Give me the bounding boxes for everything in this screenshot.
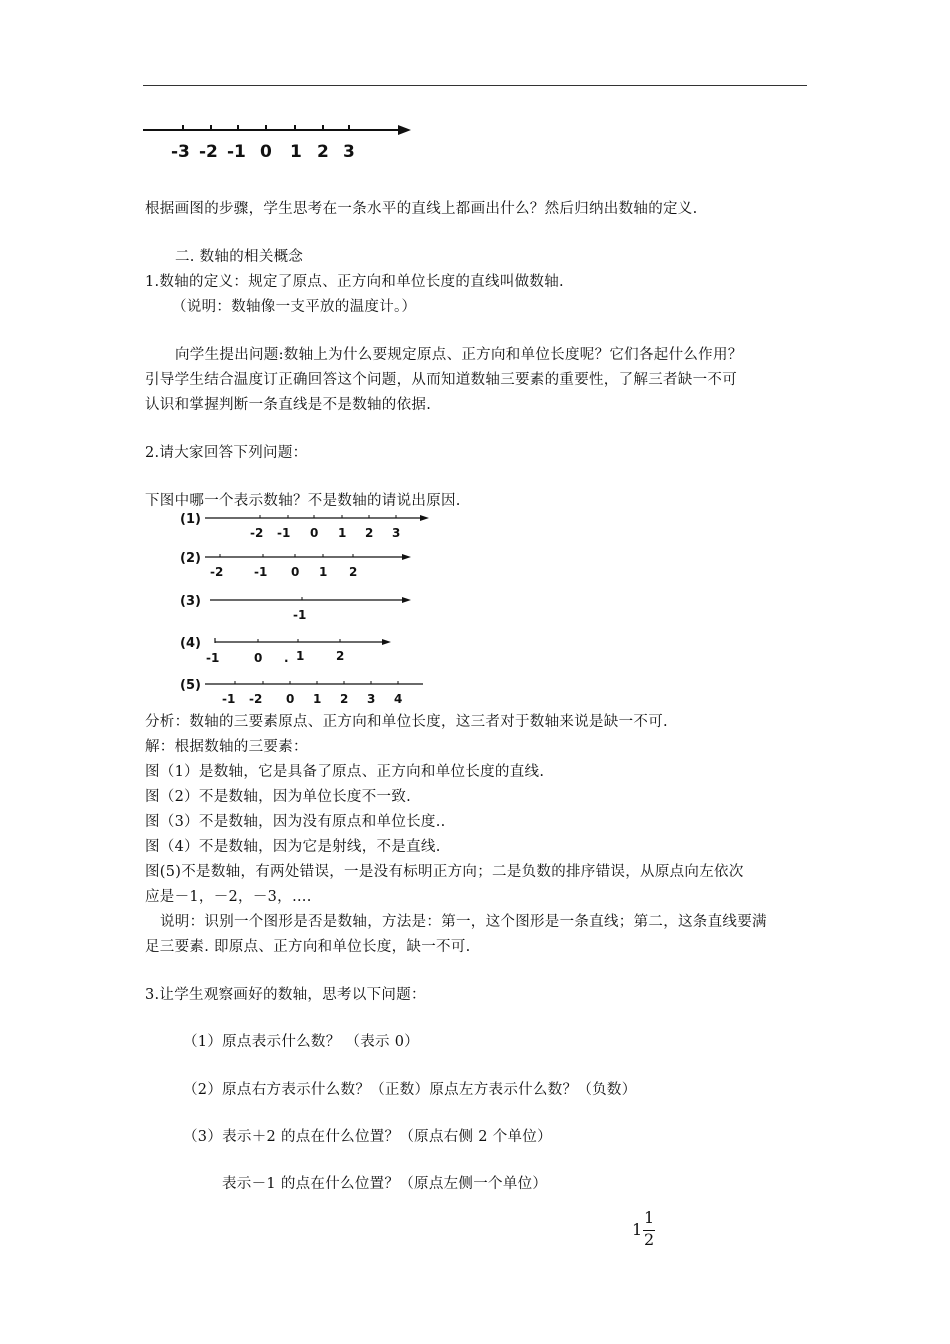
note: （说明：数轴像一支平放的温度计。）: [172, 299, 417, 315]
figure-tick-label: 2: [365, 526, 374, 540]
figure-label: (5): [180, 678, 201, 693]
figure-4: [180, 633, 440, 663]
solution-line: 图（3）不是数轴，因为没有原点和单位长度..: [145, 814, 446, 830]
figure-tick-label: 4: [394, 692, 403, 706]
fraction-denominator: 2: [644, 1230, 655, 1249]
question-heading: 3.让学生观察画好的数轴，思考以下问题：: [145, 987, 426, 1003]
figure-label: (3): [180, 594, 201, 609]
figure-tick-label: 0: [254, 651, 263, 665]
question-paragraph: 引导学生结合温度订正确回答这个问题，从而知道数轴三要素的重要性，了解三者缺一不可: [145, 372, 737, 388]
question-item: （3）表示＋2 的点在什么位置？（原点右侧 2 个单位）: [183, 1129, 552, 1145]
figure-tick-label: 1: [338, 526, 347, 540]
fraction-whole: 1: [632, 1220, 643, 1239]
figure-label: (1): [180, 512, 201, 527]
figure-tick-label: -1: [222, 692, 236, 706]
top-axis-label: 3: [343, 142, 355, 162]
top-axis-label: 2: [317, 142, 329, 162]
solution-line: 图（1）是数轴，它是具备了原点、正方向和单位长度的直线.: [145, 764, 545, 780]
question-paragraph: 认识和掌握判断一条直线是不是数轴的依据.: [145, 397, 432, 413]
figure-tick-label: 0: [286, 692, 295, 706]
figure-tick-label: 2: [340, 692, 349, 706]
solution-heading: 解：根据数轴的三要素：: [145, 739, 308, 755]
solution-line: 应是－1，－2，－3，….: [145, 889, 312, 905]
figure-2: [180, 548, 440, 578]
figure-tick-label: -1: [277, 526, 291, 540]
figure-tick-label: -1: [206, 651, 220, 665]
figure-tick-label: 0: [310, 526, 319, 540]
solution-line: 图（4）不是数轴，因为它是射线，不是直线.: [145, 839, 441, 855]
figure-tick-label: -1: [293, 608, 307, 622]
question-item: （2）原点右方表示什么数？（正数）原点左方表示什么数？（负数）: [183, 1082, 637, 1098]
figure-5: [180, 675, 440, 705]
section-heading: 二. 数轴的相关概念: [175, 249, 304, 265]
header-rule: [143, 85, 807, 86]
figure-label: (2): [180, 551, 201, 566]
figure-tick-label: 3: [392, 526, 401, 540]
definition: 1.数轴的定义：规定了原点、正方向和单位长度的直线叫做数轴.: [145, 274, 564, 290]
figure-label: (4): [180, 636, 201, 651]
question-item: 表示－1 的点在什么位置？（原点左侧一个单位）: [222, 1176, 548, 1192]
question-heading: 2.请大家回答下列问题：: [145, 445, 308, 461]
top-axis-label: -3: [171, 142, 190, 162]
fraction-numerator: 1: [644, 1208, 655, 1227]
figure-tick-label: 1: [296, 649, 305, 663]
figure-tick-label: 0: [291, 565, 300, 579]
solution-line: 图（2）不是数轴，因为单位长度不一致.: [145, 789, 412, 805]
note-line: 足三要素. 即原点、正方向和单位长度，缺一不可.: [145, 939, 471, 955]
figure-tick-label: 2: [336, 649, 345, 663]
solution-line: 图(5)不是数轴，有两处错误，一是没有标明正方向；二是负数的排序错误，从原点向左依次: [145, 864, 744, 880]
figure-tick-label: -2: [249, 692, 263, 706]
top-axis-label: 1: [290, 142, 302, 162]
figure-1: [180, 509, 440, 539]
top-number-line: [143, 118, 423, 163]
figure-tick-label: 2: [349, 565, 358, 579]
figure-tick-label: -2: [250, 526, 264, 540]
question-prompt: 下图中哪一个表示数轴？不是数轴的请说出原因.: [145, 493, 461, 509]
figure-tick-label: -1: [254, 565, 268, 579]
top-axis-label: -2: [199, 142, 218, 162]
figure-tick-label: -2: [210, 565, 224, 579]
question-item: （1）原点表示什么数？ （表示 0）: [183, 1034, 420, 1050]
top-axis-label: 0: [260, 142, 272, 162]
analysis: 分析：数轴的三要素原点、正方向和单位长度，这三者对于数轴来说是缺一不可.: [145, 714, 668, 730]
figure-3: [180, 591, 440, 621]
note-line: 说明：识别一个图形是否是数轴，方法是：第一，这个图形是一条直线；第二，这条直线要满: [160, 914, 767, 930]
question-paragraph: 向学生提出问题:数轴上为什么要规定原点、正方向和单位长度呢？它们各起什么作用？: [175, 347, 743, 363]
top-axis-label: -1: [227, 142, 246, 162]
figure-tick-label: 3: [367, 692, 376, 706]
figure-tick-label: .: [284, 651, 289, 665]
figure-tick-label: 1: [313, 692, 322, 706]
figure-tick-label: 1: [319, 565, 328, 579]
intro-paragraph: 根据画图的步骤，学生思考在一条水平的直线上都画出什么？然后归纳出数轴的定义.: [145, 201, 698, 217]
